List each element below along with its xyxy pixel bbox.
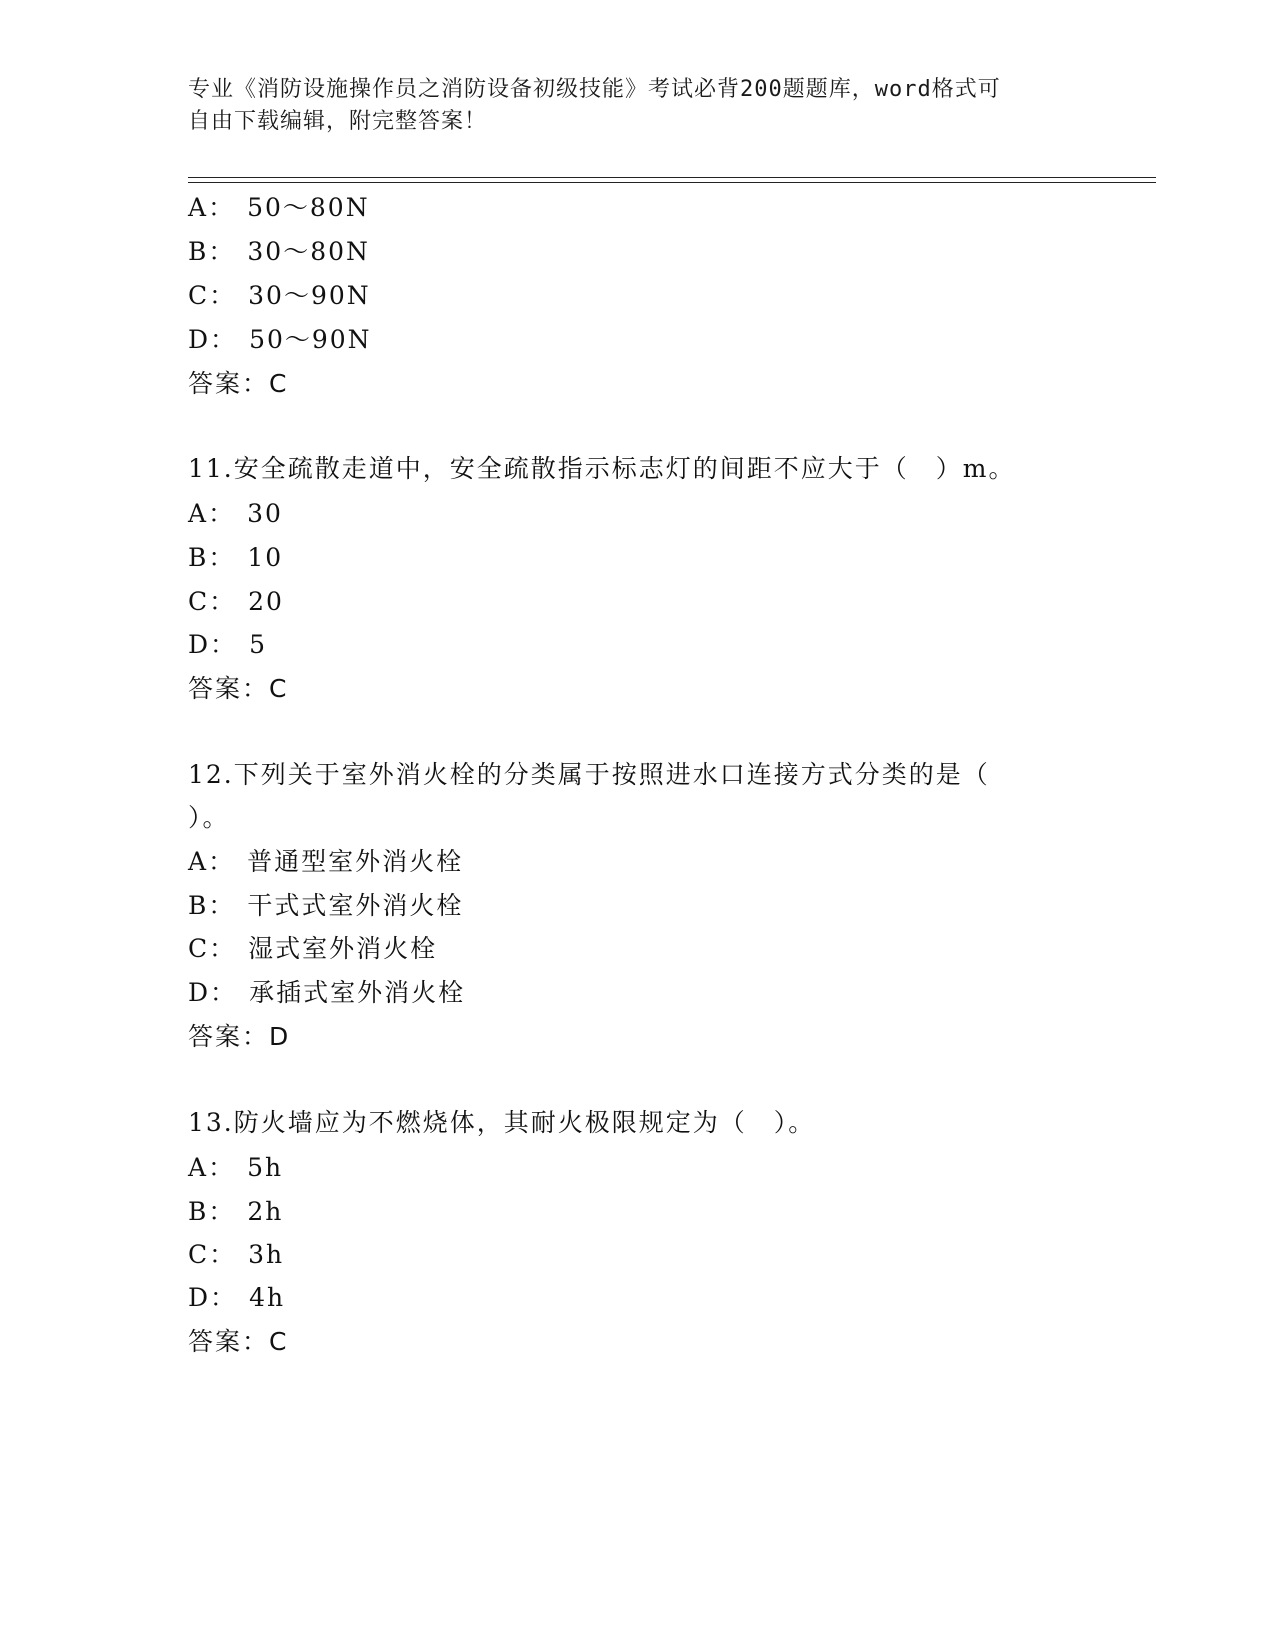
q11-option-c <box>188 587 284 617</box>
option-letter: C <box>188 587 210 616</box>
option-letter: D <box>188 978 211 1007</box>
option-text: 50～80N <box>247 193 370 222</box>
option-text: 2h <box>247 1197 284 1226</box>
option-separator: ： <box>210 978 238 1007</box>
option-text: 5 <box>249 630 267 659</box>
option-text: 3h <box>248 1240 285 1269</box>
q13-option-c <box>188 1240 284 1270</box>
option-letter: B <box>188 1197 209 1226</box>
option-text: 湿式室外消火栓 <box>248 934 438 963</box>
q10-option-a <box>188 193 370 223</box>
q11-question: 11.安全疏散走道中，安全疏散指示标志灯的间距不应大于（ ）m。 <box>188 454 1016 483</box>
option-text: 10 <box>247 543 284 572</box>
option-letter: B <box>188 891 209 920</box>
option-separator: ： <box>209 1240 237 1269</box>
option-letter: C <box>188 934 210 963</box>
q12-answer: 答案：D <box>188 1022 291 1051</box>
option-separator: ： <box>208 1153 236 1182</box>
option-letter: B <box>188 237 209 266</box>
header-line-2: 自由下载编辑，附完整答案！ <box>188 109 488 134</box>
q13-option-b <box>188 1197 283 1227</box>
option-letter: D <box>188 325 211 354</box>
option-separator: ： <box>208 847 236 876</box>
option-letter: A <box>188 847 209 876</box>
q11-option-b <box>188 543 283 573</box>
q13-option-a <box>188 1153 283 1183</box>
q10-option-d <box>188 325 372 355</box>
q12-option-c <box>188 934 437 964</box>
option-letter: A <box>188 193 209 222</box>
option-letter: B <box>188 543 209 572</box>
option-separator: ： <box>209 587 237 616</box>
q10-answer: 答案：C <box>188 369 289 398</box>
option-letter: C <box>188 281 210 310</box>
q13-question: 13.防火墙应为不燃烧体，其耐火极限规定为（ ）。 <box>188 1108 816 1137</box>
option-text: 30～90N <box>248 281 371 310</box>
option-separator: ： <box>210 630 238 659</box>
q12-question-line-1: 12.下列关于室外消火栓的分类属于按照进水口连接方式分类的是（ <box>188 760 990 789</box>
option-separator: ： <box>208 891 236 920</box>
q11-answer: 答案：C <box>188 674 289 703</box>
option-text: 30 <box>247 499 283 528</box>
q12-option-d <box>188 978 465 1008</box>
option-text: 4h <box>249 1283 286 1312</box>
option-separator: ： <box>209 934 237 963</box>
q12-question-line-2: ）。 <box>188 803 230 832</box>
option-text: 干式式室外消火栓 <box>247 891 464 920</box>
option-separator: ： <box>209 281 237 310</box>
option-separator: ： <box>208 1197 236 1226</box>
option-separator: ： <box>208 193 236 222</box>
header-line-1: 专业《消防设施操作员之消防设备初级技能》考试必背200题题库，word格式可 <box>188 77 1001 102</box>
q10-option-b <box>188 237 370 267</box>
option-separator: ： <box>210 1283 238 1312</box>
q12-option-a <box>188 847 463 877</box>
option-text: 20 <box>248 587 284 616</box>
option-separator: ： <box>210 325 238 354</box>
q11-option-d <box>188 630 267 660</box>
option-letter: D <box>188 630 211 659</box>
option-separator: ： <box>208 499 236 528</box>
option-letter: C <box>188 1240 210 1269</box>
option-text: 30～80N <box>247 237 370 266</box>
q11-option-a <box>188 499 283 529</box>
option-separator: ： <box>208 237 236 266</box>
header-divider-bottom <box>188 182 1156 183</box>
option-text: 普通型室外消火栓 <box>247 847 464 876</box>
q13-answer: 答案：C <box>188 1327 289 1356</box>
document-header <box>188 74 1088 138</box>
option-letter: D <box>188 1283 211 1312</box>
q10-option-c <box>188 281 371 311</box>
option-separator: ： <box>208 543 236 572</box>
option-letter: A <box>188 499 209 528</box>
q13-option-d <box>188 1283 285 1313</box>
q12-option-b <box>188 891 463 921</box>
option-letter: A <box>188 1153 209 1182</box>
option-text: 50～90N <box>249 325 372 354</box>
header-divider-top <box>188 177 1156 178</box>
option-text: 5h <box>247 1153 284 1182</box>
option-text: 承插式室外消火栓 <box>249 978 466 1007</box>
